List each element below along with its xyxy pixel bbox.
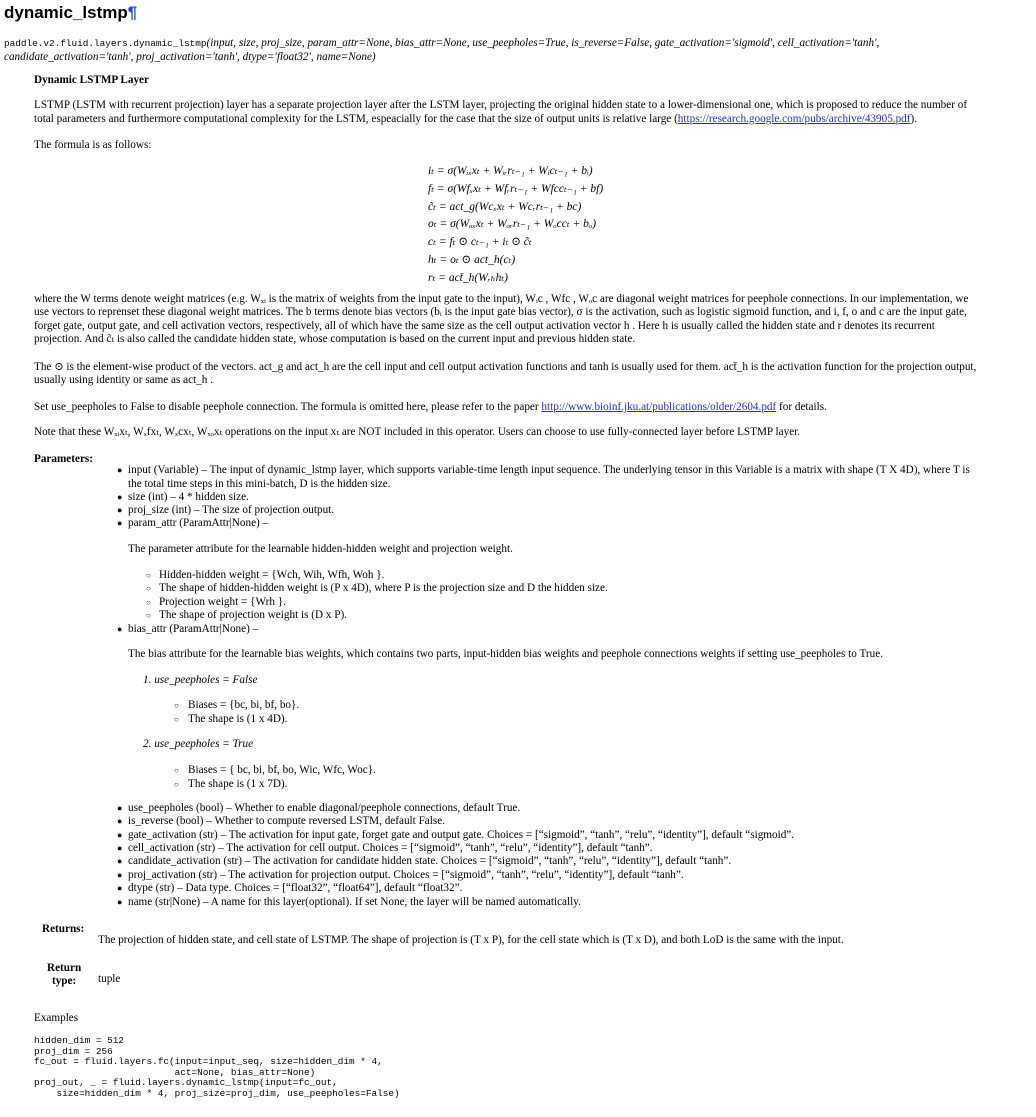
param-bias-attr: bias_attr (ParamAttr|None) –: [128, 623, 259, 635]
circle-bullet: ○: [146, 571, 151, 580]
formula-line: hₜ = oₜ ⊙ act_h(cₜ): [428, 253, 516, 266]
param-gate-activation: gate_activation (str) – The activation for input gate, forget gate and output gate. Choices = [“sigmoid”, “tanh”, “relu”, “identity”], default “sigmoid”.: [128, 829, 795, 841]
odot-line: The ⊙ is the element-wise product of the vectors. act_g and act_h are the cell input and cell output activation functions and tanh is usually used for them. act̄_h is the activation function for the projection output,: [34, 361, 977, 373]
bias-attr-desc: The bias attribute for the learnable bias weights, which contains two parts, input-hidden bias weights and peephole connections weights if setting use_peepholes to True.: [128, 648, 883, 660]
bullet: ●: [117, 897, 123, 907]
bullet: ●: [117, 465, 123, 475]
bullet: ●: [117, 505, 123, 515]
param-attr-sub: The shape of projection weight is (D x P).: [159, 609, 347, 621]
return-type-label-1: Return: [47, 962, 82, 974]
signature-args-1: (input, size, proj_size, param_attr=None, bias_attr=None, use_peepholes=True, is_reverse=False, gate_activation='sigmoid', cell_activation='tanh',: [206, 37, 880, 49]
param-is-reverse: is_reverse (bool) – Whether to compute reversed LSTM, default False.: [128, 815, 445, 827]
code-example: hidden_dim = 512 proj_dim = 256 fc_out = fluid.layers.fc(input=input_seq, size=hidden_dim * 4, act=None, bias_attr=None) proj_out, _ = fluid.layers.dynamic_lstmp(input=fc_out, size=hidden_dim * 4, proj_size=proj_dim, use_peepholes=False): [34, 1035, 400, 1099]
returns-text: The projection of hidden state, and cell state of LSTMP. The shape of projection is (T x P), for the cell state which is (T x D), and both LoD is the same with the input.: [98, 934, 844, 946]
param-attr-sub: The shape of hidden-hidden weight is (P x 4D), where P is the projection size and D the hidden size.: [159, 582, 608, 594]
section-subtitle: Dynamic LSTMP Layer: [34, 74, 149, 86]
bullet: ●: [117, 816, 123, 826]
param-dtype: dtype (str) – Data type. Choices = [“float32”, “float64”], default “float32”.: [128, 882, 463, 894]
return-type-label: [47, 962, 81, 989]
function-signature: [4, 37, 1014, 64]
case-2-sub: The shape is (1 x 7D).: [188, 778, 288, 790]
peephole-text: Set use_peepholes to False to disable peephole connection. The formula is omitted here, please refer to the paper: [34, 401, 542, 413]
param-input: [128, 464, 1028, 491]
formula-line: cₜ = fₜ ⊙ cₜ₋₁ + iₜ ⊙ c̃ₜ: [428, 236, 532, 249]
where-line: projection. And c̃ₜ is also called the candidate hidden state, whose computation is based on the current input and previous hidden state.: [34, 333, 636, 346]
intro-paragraph: [34, 99, 1030, 126]
param-attr-sub: Hidden-hidden weight = {Wch, Wih, Wfh, Woh }.: [159, 569, 385, 581]
bullet: ●: [117, 492, 123, 502]
page-title: [4, 3, 137, 24]
where-line: use vectors to reprenset these diagonal weight matrices. The b terms denote bias vectors (bᵢ is the input gate bias vector), σ is the activation, such as logistic sigmoid function, and i, f, o and c are the input gate,: [34, 306, 967, 319]
odot-line: usually using identity or same as act_h .: [34, 374, 213, 387]
formula-line: fₜ = σ(Wfₓxₜ + Wfᵣrₜ₋₁ + Wfccₜ₋₁ + bf): [428, 182, 604, 195]
bullet: ●: [117, 883, 123, 893]
bullet: ●: [117, 856, 123, 866]
note-paragraph: Note that these Wₓᵢxₜ, Wₓfxₜ, Wₓcxₜ, Wₓₒxₜ operations on the input xₜ are NOT included in this operator. Users can choose to use fully-connected layer before LSTMP layer.: [34, 426, 801, 438]
formula-intro: The formula is as follows:: [34, 139, 152, 151]
bullet: ●: [117, 803, 123, 813]
param-candidate-activation: candidate_activation (str) – The activation for candidate hidden state. Choices = [“sigmoid”, “tanh”, “relu”, “identity”], default “tanh”.: [128, 855, 732, 867]
case-1-sub: The shape is (1 x 4D).: [188, 713, 288, 725]
paper-link-bioinf[interactable]: http://www.bioinf.jku.at/publications/older/2604.pdf: [541, 401, 777, 413]
formula-block: [428, 164, 603, 289]
param-cell-activation: cell_activation (str) – The activation for cell output. Choices = [“sigmoid”, “tanh”, “relu”, “identity”], default “tanh”.: [128, 842, 653, 854]
param-input-text: input (Variable) – The input of dynamic_lstmp layer, which supports variable-time length input sequence. The underlying tensor in this Variable is a matrix with shape (T X 4D), where T is: [128, 464, 970, 476]
intro-line-2-end: ).: [910, 112, 918, 125]
bullet: ●: [117, 843, 123, 853]
circle-bullet: ○: [174, 780, 179, 789]
returns-label: Returns:: [42, 923, 85, 935]
title-text: dynamic_lstmp: [4, 3, 128, 22]
circle-bullet: ○: [146, 611, 151, 620]
where-line: where the W terms denote weight matrices (e.g. Wₓᵢ is the matrix of weights from the input gate to the input), Wᵢc , Wfc , Wₒc are diagonal weight matrices for peephole connections. In our implementation, we: [34, 293, 969, 305]
circle-bullet: ○: [174, 715, 179, 724]
examples-label: Examples: [34, 1012, 79, 1024]
param-attr-sub: Projection weight = {Wrh }.: [159, 596, 286, 608]
paper-link-google[interactable]: https://research.google.com/pubs/archive/43905.pdf: [677, 112, 911, 125]
formula-line: oₜ = σ(Wₒₓxₜ + Wₒᵣrₜ₋₁ + Wₒccₜ + bₒ): [428, 218, 597, 231]
case-1: 1. use_peepholes = False: [143, 674, 258, 686]
param-proj-size: proj_size (int) – The size of projection output.: [128, 504, 335, 516]
where-line: forget gate, output gate, and cell activation vectors, respectively, all of which have the same size as the cell output activation vector h . Here h is usually called the hidden state and r denotes its recurrent: [34, 319, 935, 332]
intro-line-1: LSTMP (LSTM with recurrent projection) layer has a separate projection layer after the LSTM layer, projecting the original hidden state to a lower-dimensional one, which is proposed to reduce the number of: [34, 99, 968, 111]
bullet: ●: [117, 830, 123, 840]
case-2-sub: Biases = { bc, bi, bf, bo, Wic, Wfc, Woc}.: [188, 764, 376, 776]
param-param-attr: param_attr (ParamAttr|None) –: [128, 517, 269, 529]
circle-bullet: ○: [146, 584, 151, 593]
where-paragraph: [34, 293, 1030, 347]
case-1-sub: Biases = {bc, bi, bf, bo}.: [188, 699, 300, 711]
param-name: name (str|None) – A name for this layer(optional). If set None, the layer will be named automatically.: [128, 896, 581, 908]
circle-bullet: ○: [174, 766, 179, 775]
param-attr-desc: The parameter attribute for the learnable hidden-hidden weight and projection weight.: [128, 543, 513, 555]
signature-args-2: candidate_activation='tanh', proj_activation='tanh', dtype='float32', name=None): [4, 50, 376, 63]
peephole-paragraph: [34, 401, 1030, 415]
param-input-text-2: the total time steps in this mini-batch, D is the hidden size.: [128, 477, 391, 490]
formula-line: rₜ = act̄_h(Wᵣₕhₜ): [428, 271, 509, 284]
function-name: paddle.v2.fluid.layers.dynamic_lstmp: [4, 38, 207, 49]
circle-bullet: ○: [174, 701, 179, 710]
param-use-peepholes: use_peepholes (bool) – Whether to enable diagonal/peephole connections, default True.: [128, 802, 521, 814]
permalink-anchor[interactable]: ¶: [127, 3, 138, 22]
return-type-label-2: type:: [51, 975, 77, 988]
param-size: size (int) – 4 * hidden size.: [128, 491, 249, 503]
case-2: 2. use_peepholes = True: [143, 738, 254, 750]
param-proj-activation: proj_activation (str) – The activation for projection output. Choices = [“sigmoid”, “tanh”, “relu”, “identity”], default “tanh”.: [128, 869, 684, 881]
bullet: ●: [117, 518, 123, 528]
peephole-text-end: for details.: [776, 401, 827, 413]
intro-line-2: total parameters and furthermore computational complexity for the LSTM, espeacially for the case that the size of output units is relative large (: [34, 112, 678, 125]
odot-paragraph: [34, 361, 1030, 388]
formula-line: iₜ = σ(Wᵢₓxₜ + Wᵢᵣrₜ₋₁ + Wᵢcₜ₋₁ + bᵢ): [428, 165, 593, 177]
bullet: ●: [117, 870, 123, 880]
return-type: tuple: [98, 973, 121, 985]
formula-line: c̃ₜ = act_g(Wcₓxₜ + Wcᵣrₜ₋₁ + bc): [428, 200, 582, 213]
bullet: ●: [117, 624, 123, 634]
parameters-label: Parameters:: [34, 453, 94, 465]
circle-bullet: ○: [146, 598, 151, 607]
